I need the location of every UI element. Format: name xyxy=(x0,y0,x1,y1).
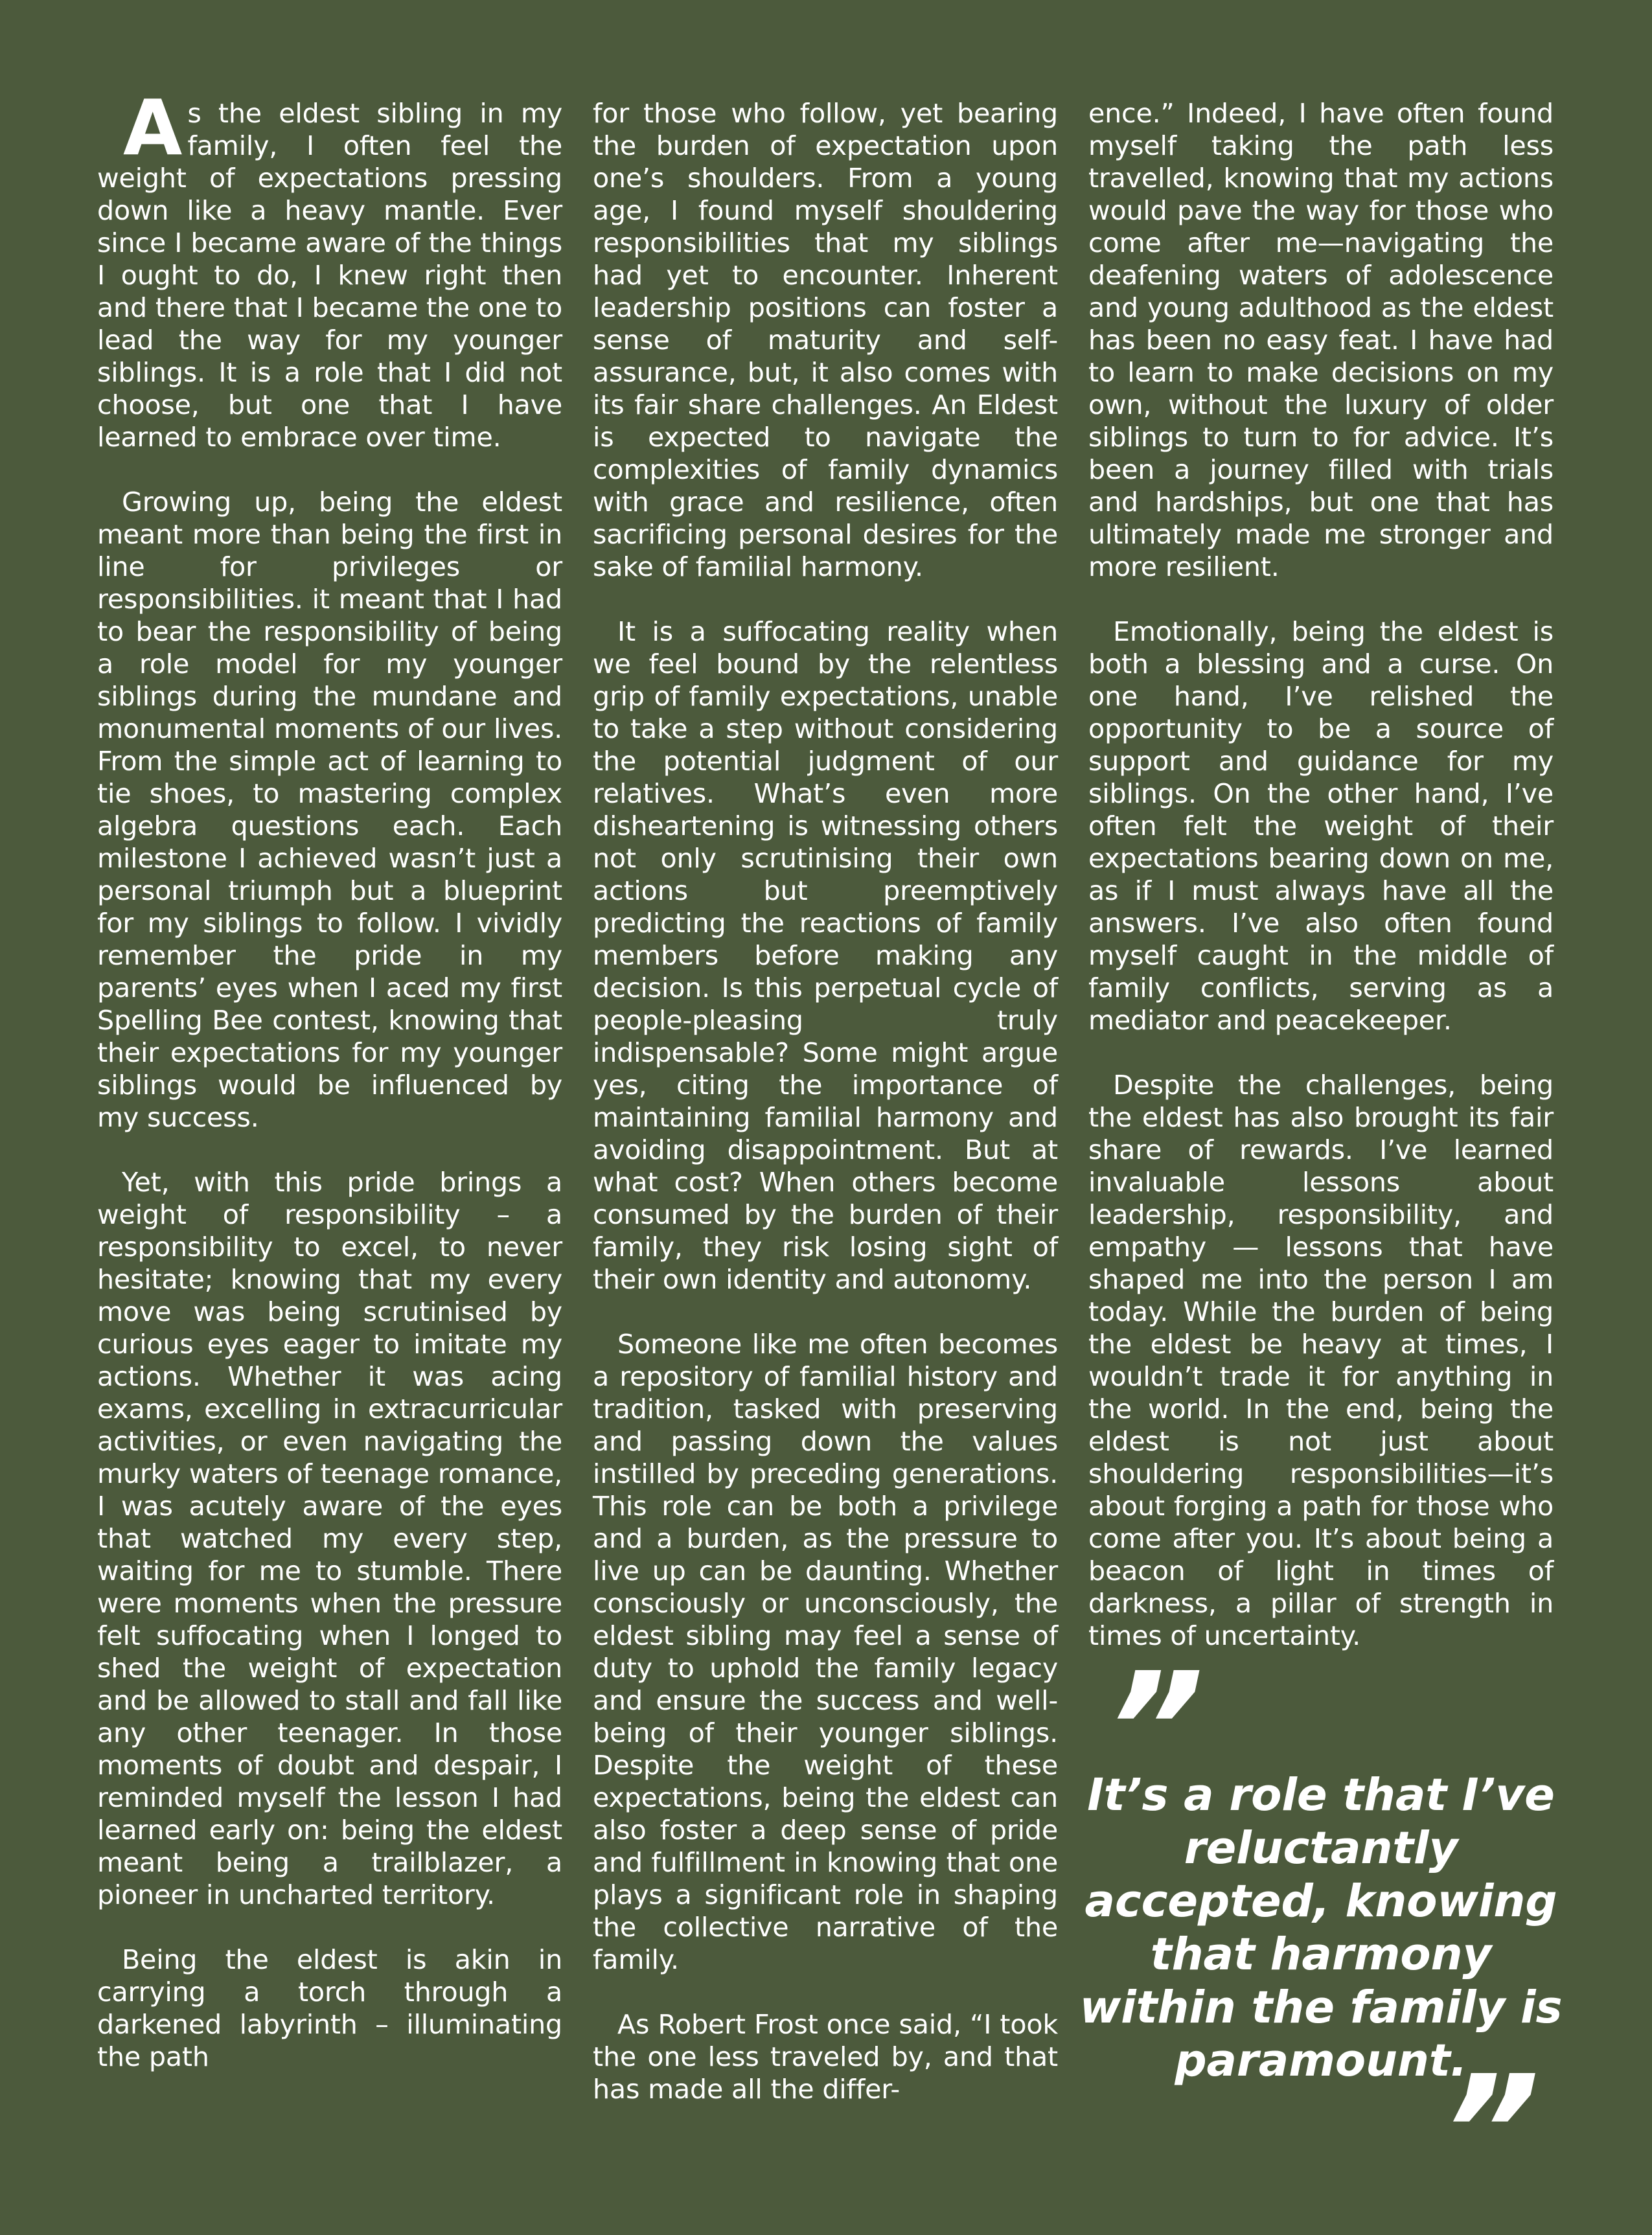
article-paragraph: Despite the challenges, being the eldest has also brought its fair share of rewards. I’ve learned invaluable lessons about leadership, responsibility, and empathy — lessons that have shaped me into the person I am today. While the burden of being the eldest be heavy at times, I wouldn’t trade it for anything in the world. In the end, being the eldest is not just about shouldering responsibilities—it’s about forging a path for those who come after you. It’s about being a beacon of light in times of darkness, a pillar of strength in times of uncertainty. xyxy=(1088,1070,1554,1651)
pull-quote xyxy=(1079,1639,1563,2223)
article-paragraph: Being the eldest is akin in carrying a torch through a darkened labyrinth – illuminating the path xyxy=(97,1944,562,2072)
article-paragraph xyxy=(97,83,562,453)
article-paragraph: Someone like me often becomes a repository of familial history and tradition, tasked with preserving and passing down the values instilled by preceding generations. This role can be both a privilege and a burden, as the pressure to live up can be daunting. Whether consciously or unconsciously, the eldest sibling may feel a sense of duty to uphold the family legacy and ensure the success and well-being of their younger siblings. Despite the weight of these expectations, being the eldest can also foster a deep sense of pride and fulfillment in knowing that one plays a significant role in shaping the collective narrative of the family. xyxy=(593,1329,1058,1975)
open-quote-icon: ” xyxy=(1081,1639,1222,1820)
paragraph-text: s the eldest sibling in my family, I often feel the weight of expectations pressing down like a heavy mantle. Ever since I became aware of the things I ought to do, I knew right then and there that I became the one to lead the way for my younger siblings. It is a role that I did not choose, but one that I have learned to embrace over time. xyxy=(97,98,562,453)
drop-cap: A xyxy=(123,83,181,172)
article-column-2 xyxy=(593,97,1058,2138)
article-paragraph: ence.” Indeed, I have often found myself taking the path less travelled, knowing that my actions would pave the way for those who come after me—navigating the deafening waters of adolescence and young adulthood as the eldest has been no easy feat. I have had to learn to make decisions on my own, without the luxury of older siblings to turn to for advice. It’s been a journey filled with trials and hardships, but one that has ultimately made me stronger and more resilient. xyxy=(1088,98,1554,582)
article-column-1 xyxy=(97,83,562,2105)
article-paragraph: Growing up, being the eldest meant more than being the first in line for privileges or responsibilities. it meant that I had to bear the responsibility of being a role model for my younger siblings during the mundane and monumental moments of our lives. From the simple act of learning to tie shoes, to mastering complex algebra questions each. Each milestone I achieved wasn’t just a personal triumph but a blueprint for my siblings to follow. I vividly remember the pride in my parents’ eyes when I aced my first Spelling Bee contest, knowing that their expectations for my younger siblings would be influenced by my success. xyxy=(97,487,562,1133)
article-paragraph: Emotionally, being the eldest is both a blessing and a curse. On one hand, I’ve relished the opportunity to be a source of support and guidance for my siblings. On the other hand, I’ve often felt the weight of their expectations bearing down on me, as if I must always have all the answers. I’ve also often found myself caught in the middle of family conflicts, serving as a mediator and peacekeeper. xyxy=(1088,616,1554,1036)
article-paragraph: As Robert Frost once said, “I took the one less traveled by, and that has made all the differ- xyxy=(593,2009,1058,2105)
article-paragraph: Yet, with this pride brings a weight of responsibility – a responsibility to excel, to never hesitate; knowing that my every move was being scrutinised by curious eyes eager to imitate my actions. Whether it was acing exams, excelling in extracurricular activities, or even navigating the murky waters of teenage romance, I was acutely aware of the eyes that watched my every step, waiting for me to stumble. There were moments when the pressure felt suffocating when I longed to shed the weight of expectation and be allowed to stall and fall like any other teenager. In those moments of doubt and despair, I reminded myself the lesson I had learned early on: being the eldest meant being a trailblazer, a pioneer in uncharted territory. xyxy=(97,1167,562,1910)
article-paragraph: It is a suffocating reality when we feel bound by the relentless grip of family expectations, unable to take a step without considering the potential judgment of our relatives. What’s even more disheartening is witnessing others not only scrutinising their own actions but preemptively predicting the reactions of family members before making any decision. Is this perpetual cycle of people-pleasing truly indispensable? Some might argue yes, citing the importance of maintaining familial harmony and avoiding disappointment. But at what cost? When others become consumed by the burden of their family, they risk losing sight of their own identity and autonomy. xyxy=(593,616,1058,1295)
article-column-3 xyxy=(1079,97,1563,2223)
close-quote-icon: ” xyxy=(1417,2042,1558,2223)
article-paragraph: for those who follow, yet bearing the burden of expectation upon one’s shoulders. From a young age, I found myself shouldering responsibilities that my siblings had yet to encounter. Inherent leadership positions can foster a sense of maturity and self-assurance, but, it also comes with its fair share challenges. An Eldest is expected to navigate the complexities of family dynamics with grace and resilience, often sacrificing personal desires for the sake of familial harmony. xyxy=(593,98,1058,582)
pull-quote-text: It’s a role that I’ve reluctantly accepted, knowing that harmony within the family is paramount. xyxy=(1079,1769,1563,2087)
